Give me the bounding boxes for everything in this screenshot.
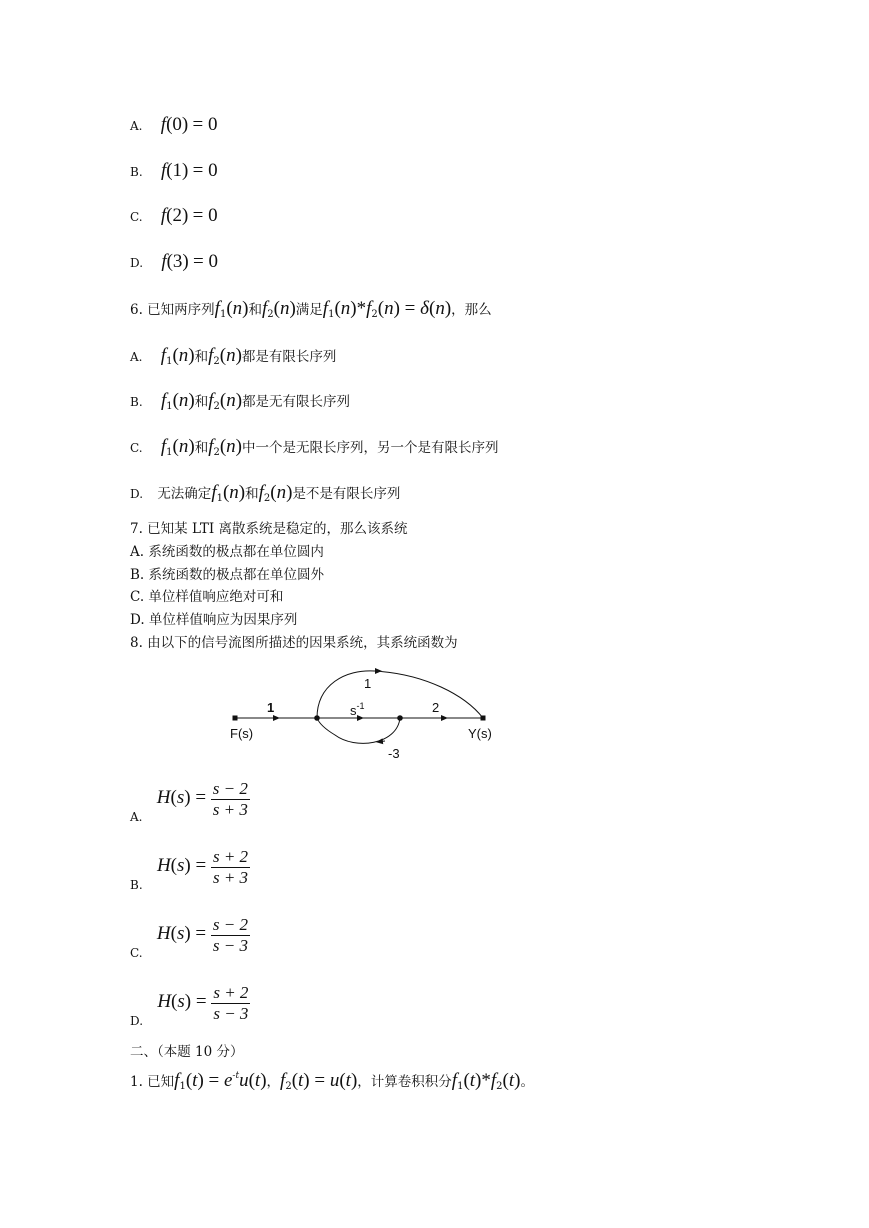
- branch-feedforward: [317, 671, 483, 718]
- q8-option-c: C. H(s) = $\frac{s - 2}{s - 3}$: [130, 915, 248, 960]
- section-2-q1: 1. 已知$f_1(t) = e^{-t}u(t)$，$f_2(t) = u(t)$，计算卷积积分$f_1(t)*f_2(t)$。: [130, 1070, 534, 1092]
- q7-stem: 7. 已知某 LTI 离散系统是稳定的，那么该系统: [130, 521, 408, 537]
- q7-option-d: D. 单位样值响应为因果序列: [130, 612, 298, 628]
- node-output: [481, 716, 486, 721]
- gain-feedforward-label: 1: [364, 676, 372, 691]
- q6-option-d: D. 无法确定$f_1(n)$和$f_2(n)$是不是有限长序列: [130, 482, 401, 504]
- q6-option-c: C. $f_1(n)$和$f_2(n)$中一个是无限长序列，另一个是有限长序列: [130, 436, 499, 458]
- q7-option-a: A. 系统函数的极点都在单位圆内: [130, 544, 324, 560]
- q5-option-a: A. f(0) = 0: [130, 114, 218, 135]
- q8-option-d: D. H(s) = $\frac{s + 2}{s - 3}$: [130, 983, 249, 1028]
- signal-flow-graph: [225, 665, 525, 765]
- gain-feedback-label: -3: [388, 746, 400, 761]
- q5-option-c: C. f(2) = 0: [130, 205, 218, 226]
- q5-option-d: D. f(3) = 0: [130, 251, 219, 272]
- output-label: Y(s): [468, 726, 492, 741]
- gain-output-label: 2: [432, 700, 440, 715]
- q6-option-b: B. $f_1(n)$和$f_2(n)$都是无有限长序列: [130, 390, 351, 412]
- q5-option-b: B. f(1) = 0: [130, 160, 218, 181]
- branch-feedback: [317, 718, 400, 743]
- gain-input-label: 1: [267, 700, 275, 715]
- q7-option-c: C. 单位样值响应绝对可和: [130, 589, 284, 605]
- q6-option-a: A. $f_1(n)$和$f_2(n)$都是有限长序列: [130, 345, 337, 367]
- input-label: F(s): [230, 726, 254, 741]
- q6-stem: 6. 已知两序列$f_1(n)$和$f_2(n)$满足$f_1(n)*f_2(n) = \delta(n)$，那么: [130, 298, 492, 320]
- gain-integrator-label: $s^{-1}$: [350, 701, 365, 718]
- q7-option-b: B. 系统函数的极点都在单位圆外: [130, 567, 325, 583]
- node-1: [314, 715, 320, 721]
- node-2: [397, 715, 403, 721]
- q8-stem: 8. 由以下的信号流图所描述的因果系统，其系统函数为: [130, 635, 458, 651]
- section-2-heading: 二、（本题 10 分）: [130, 1044, 244, 1060]
- q8-option-b: B. H(s) = $\frac{s + 2}{s + 3}$: [130, 847, 249, 892]
- q8-option-a: A. H(s) = $\frac{s - 2}{s + 3}$: [130, 779, 248, 824]
- node-input: [233, 716, 238, 721]
